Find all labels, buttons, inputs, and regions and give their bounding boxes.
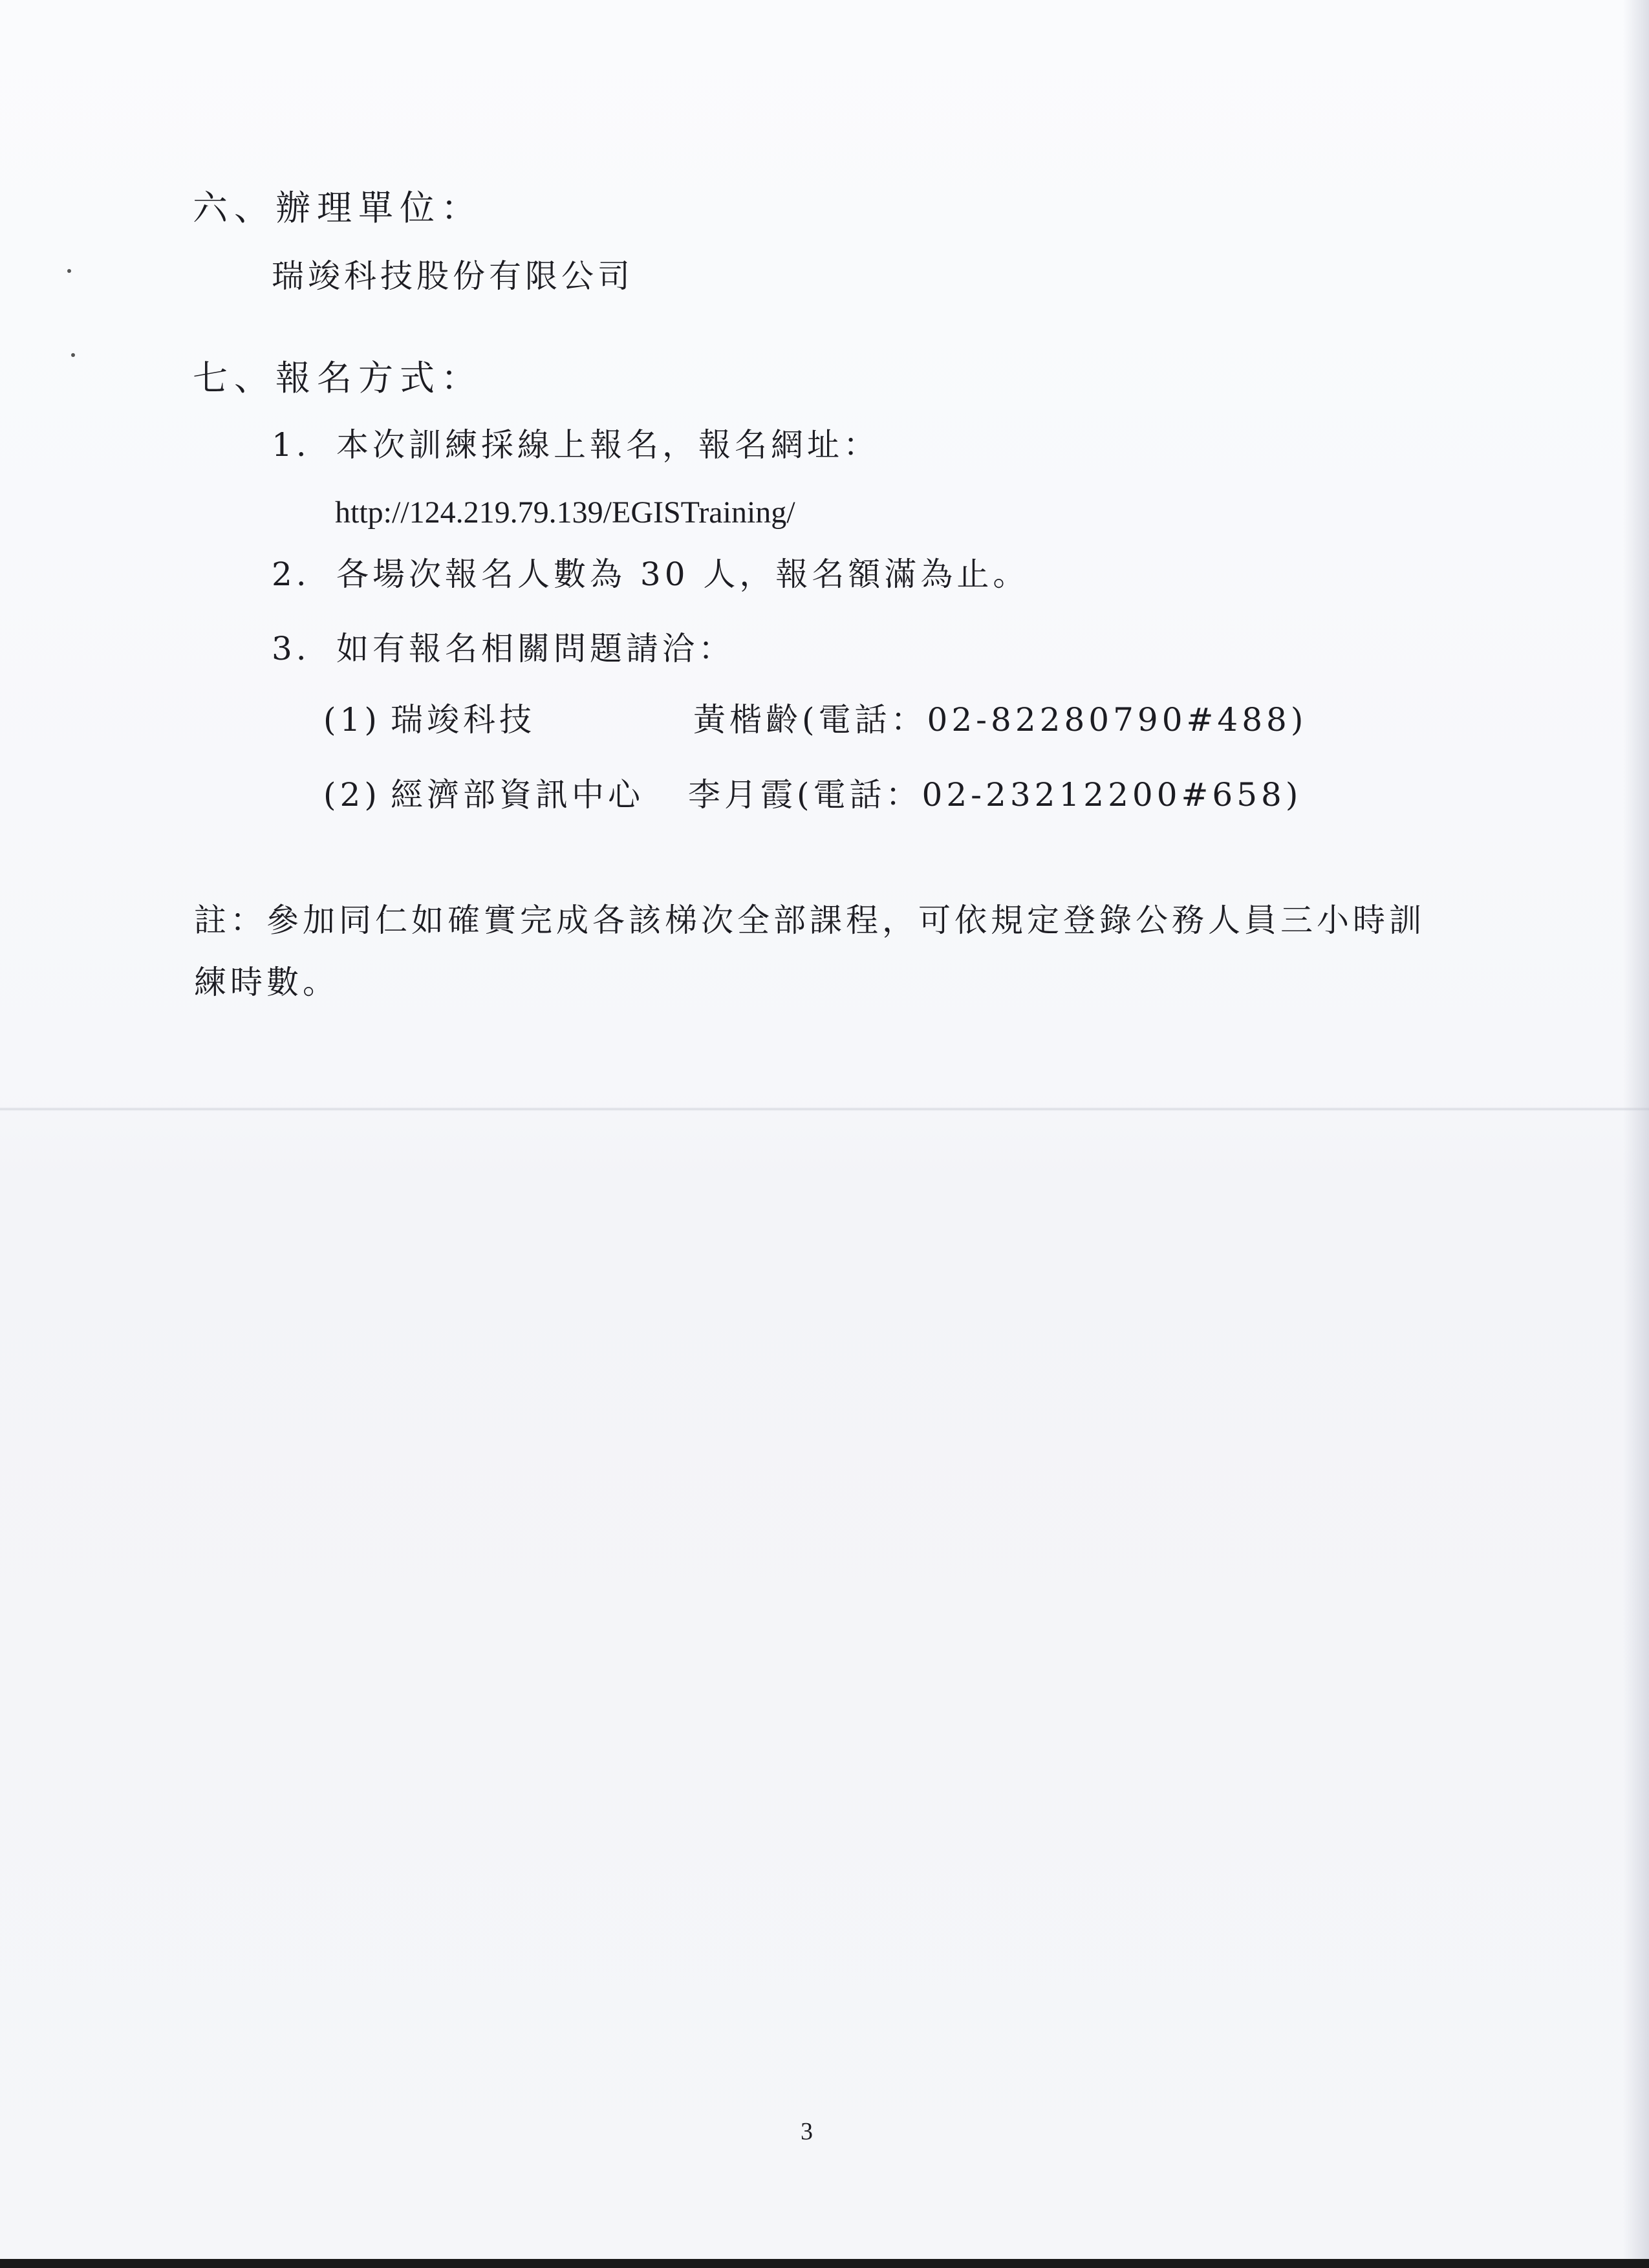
list-item-text: 如有報名相關問題請洽： xyxy=(336,630,735,667)
section-7-heading: 七、報名方式： xyxy=(193,358,482,398)
list-item-2 xyxy=(272,553,1029,596)
list-item-text: 本次訓練採線上報名，報名網址： xyxy=(336,426,879,464)
list-item-number: 3. xyxy=(272,630,310,667)
list-item-3 xyxy=(272,627,735,670)
contact-item-1 xyxy=(323,698,1308,741)
contact-person: 黃楷齡(電話：02-82280790#488) xyxy=(693,701,1308,739)
scan-speck xyxy=(71,353,75,357)
scan-edge-shadow xyxy=(1623,0,1649,2268)
contact-organization: 經濟部資訊中心 xyxy=(391,776,644,814)
page-number: 3 xyxy=(801,2118,813,2145)
list-item-1 xyxy=(272,424,879,466)
section-6-heading: 六、辦理單位： xyxy=(193,188,482,228)
contact-item-2 xyxy=(323,773,1302,816)
list-item-number: 2. xyxy=(272,556,310,593)
paper-fold-line xyxy=(0,1107,1649,1111)
list-item-number: 1. xyxy=(272,426,310,464)
scan-speck xyxy=(67,269,71,273)
organizer-name: 瑞竣科技股份有限公司 xyxy=(272,257,634,295)
list-item-text: 各場次報名人數為 30 人，報名額滿為止。 xyxy=(336,556,1029,593)
registration-url-link[interactable]: http://124.219.79.139/EGISTraining/ xyxy=(335,495,795,530)
contact-person: 李月霞(電話：02-23212200#658) xyxy=(688,776,1302,814)
contact-index: (1) xyxy=(323,701,381,739)
scan-bottom-border xyxy=(0,2259,1649,2268)
training-hours-note: 註：參加同仁如確實完成各該梯次全部課程，可依規定登錄公務人員三小時訓練時數。 xyxy=(194,902,1425,1001)
contact-organization: 瑞竣科技 xyxy=(391,701,535,739)
contact-index: (2) xyxy=(323,776,381,814)
